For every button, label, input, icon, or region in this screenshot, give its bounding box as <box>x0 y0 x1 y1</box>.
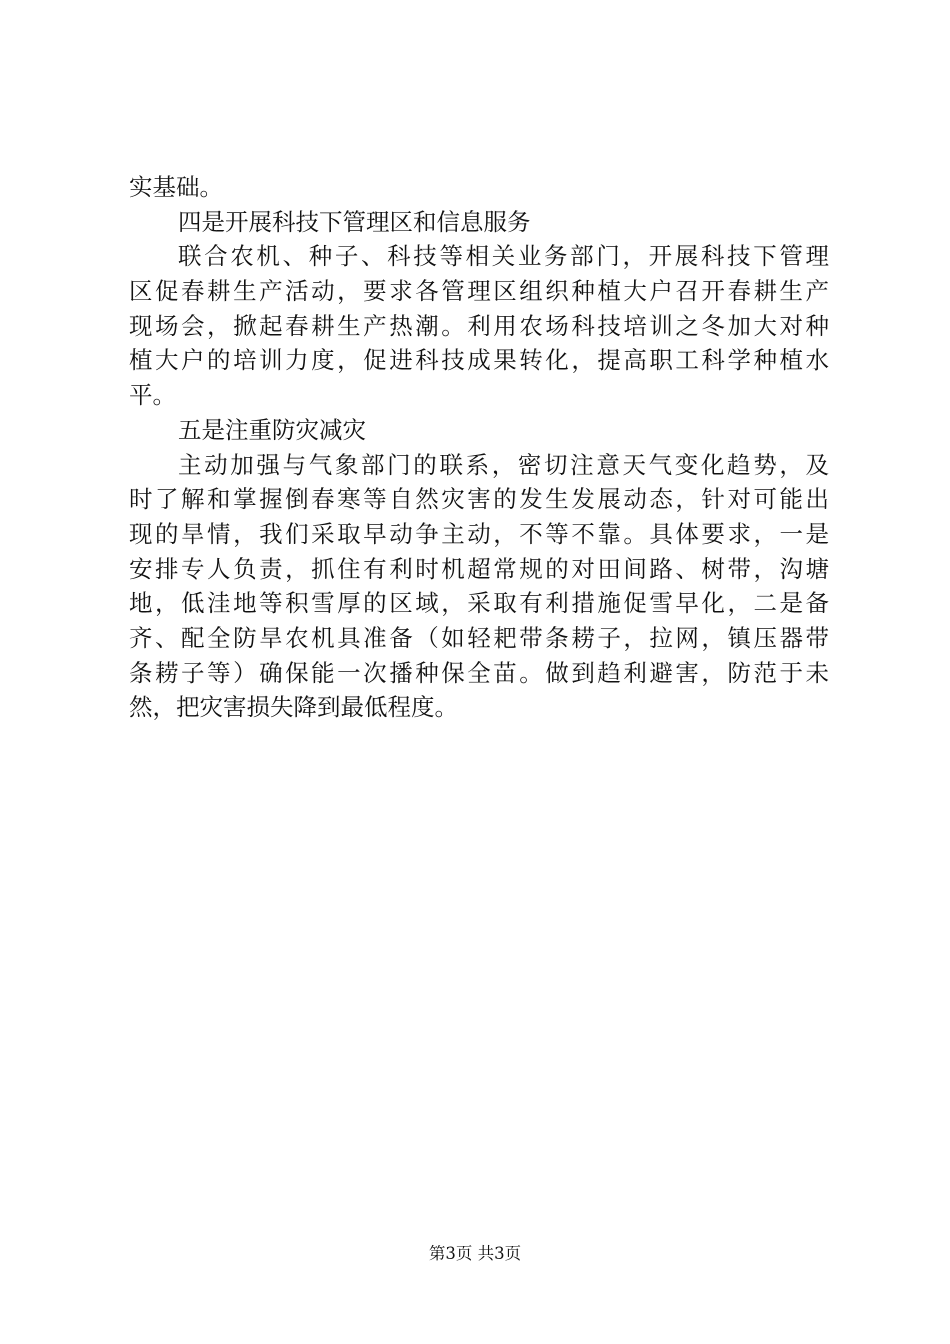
section-heading-5: 五是注重防灾减灾 <box>178 415 366 444</box>
body-line: 主动加强与气象部门的联系，密切注意天气变化趋势，及 <box>178 450 829 479</box>
body-line: 现场会，掀起春耕生产热潮。利用农场科技培训之冬加大对种 <box>129 311 829 340</box>
body-line: 平。 <box>129 381 176 410</box>
body-line: 齐、配全防旱农机具准备（如轻耙带条耢子，拉网，镇压器带 <box>129 623 829 652</box>
body-line: 区促春耕生产活动，要求各管理区组织种植大户召开春耕生产 <box>129 277 829 306</box>
section-heading-4: 四是开展科技下管理区和信息服务 <box>178 207 531 236</box>
body-line: 地，低洼地等积雪厚的区域，采取有利措施促雪早化，二是备 <box>129 589 829 618</box>
body-line: 然，把灾害损失降到最低程度。 <box>129 693 458 722</box>
body-line: 实基础。 <box>129 173 223 201</box>
body-line: 条耢子等）确保能一次播种保全苗。做到趋利避害，防范于未 <box>129 658 829 687</box>
document-body <box>129 170 829 725</box>
body-line: 植大户的培训力度，促进科技成果转化，提高职工科学种植水 <box>129 346 829 375</box>
body-line: 时了解和掌握倒春寒等自然灾害的发生发展动态，针对可能出 <box>129 485 829 514</box>
body-line: 联合农机、种子、科技等相关业务部门，开展科技下管理 <box>178 242 829 271</box>
body-line: 安排专人负责，抓住有利时机超常规的对田间路、树带，沟塘 <box>129 554 829 583</box>
page-number-footer: 第3页 共3页 <box>428 1244 522 1263</box>
body-line: 现的旱情，我们采取早动争主动，不等不靠。具体要求，一是 <box>129 519 829 548</box>
